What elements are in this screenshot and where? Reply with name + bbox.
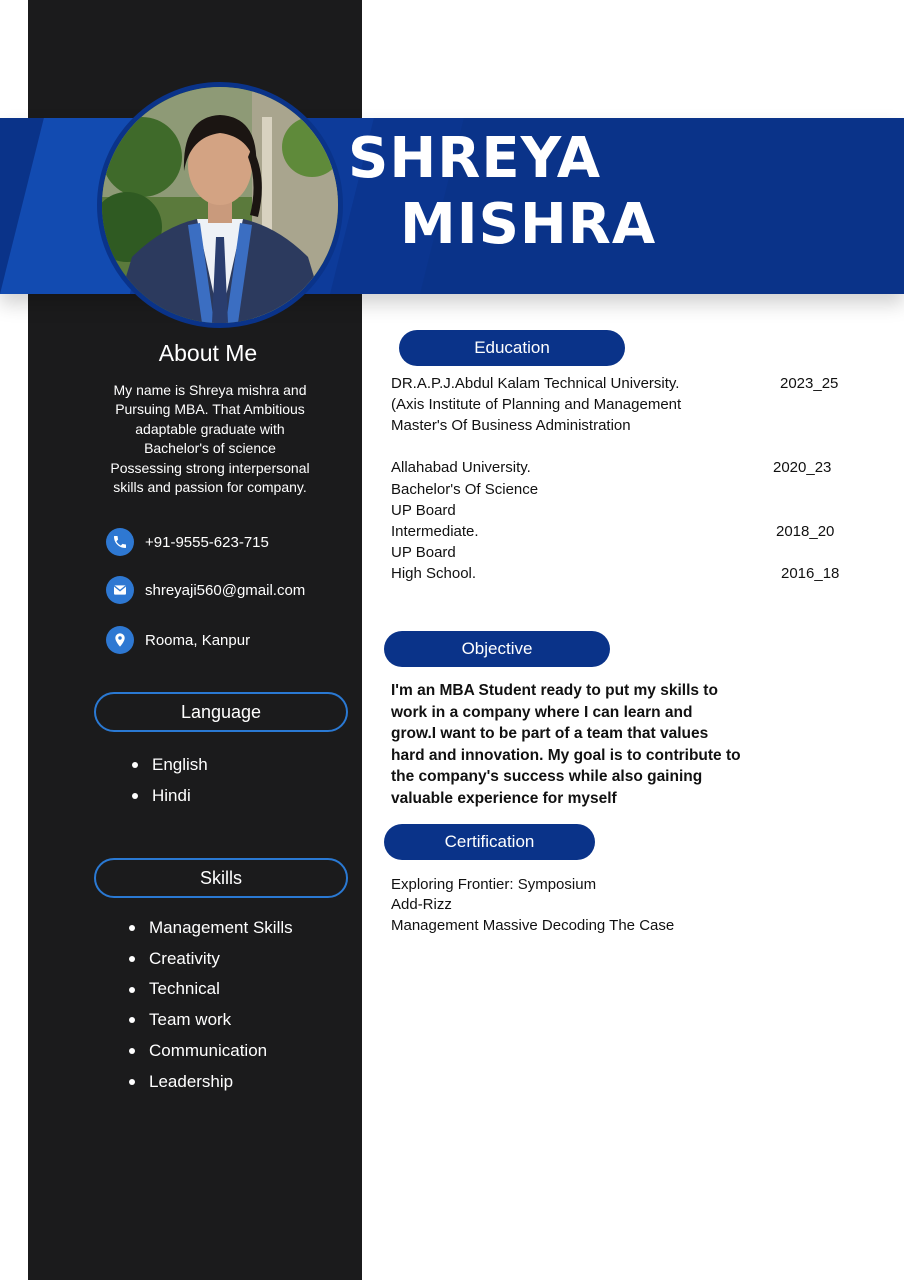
- list-item: Technical: [129, 974, 293, 1005]
- first-name: SHREYA: [348, 126, 602, 191]
- phone-icon: [106, 528, 134, 556]
- education-heading: Education: [399, 330, 625, 366]
- certification-heading: Certification: [384, 824, 595, 860]
- portrait-image: [102, 87, 338, 323]
- education-line: Bachelor's Of Science: [391, 481, 539, 498]
- education-line: Intermediate.: [391, 523, 479, 540]
- list-item: Hindi: [132, 781, 208, 812]
- certification-item: Management Massive Decoding The Case: [391, 917, 675, 934]
- location-pin-icon: [106, 626, 134, 654]
- profile-photo: [97, 82, 343, 328]
- education-line: DR.A.P.J.Abdul Kalam Technical University.: [391, 375, 680, 392]
- education-line: UP Board: [391, 544, 456, 561]
- contact-phone: [106, 528, 269, 556]
- education-line: High School.: [391, 565, 477, 582]
- language-list: [132, 750, 208, 811]
- certification-item: Add-Rizz: [391, 896, 452, 913]
- email-address: shreyaji560@gmail.com: [145, 581, 306, 599]
- skills-heading: Skills: [94, 858, 348, 898]
- certification-item: Exploring Frontier: Symposium: [391, 876, 597, 893]
- education-year: 2023_25: [780, 375, 839, 392]
- last-name: MISHRA: [400, 192, 657, 257]
- education-year: 2020_23: [773, 459, 832, 476]
- list-item: Management Skills: [129, 913, 293, 944]
- objective-text: I'm an MBA Student ready to put my skills to work in a company where I can learn and grow.I want to be part of a team that values hard and innovation. My goal is to contribute to the company's success while also gaining valuable experience for myself: [391, 682, 741, 807]
- list-item: Leadership: [129, 1067, 293, 1098]
- skills-list: [129, 913, 293, 1097]
- education-line: UP Board: [391, 502, 456, 519]
- list-item: English: [132, 750, 208, 781]
- contact-location: [106, 626, 250, 654]
- objective-heading: Objective: [384, 631, 610, 667]
- list-item: Team work: [129, 1005, 293, 1036]
- location-text: Rooma, Kanpur: [145, 631, 251, 649]
- about-title: About Me: [158, 340, 258, 366]
- list-item: Creativity: [129, 944, 293, 975]
- education-year: 2018_20: [776, 523, 835, 540]
- about-text: My name is Shreya mishra and Pursuing MBA. That Ambitious adaptable graduate with Bachelor's of science Possessing strong interpersonal skills and passion for company.: [110, 382, 310, 496]
- education-line: (Axis Institute of Planning and Management: [391, 396, 682, 413]
- education-line: Master's Of Business Administration: [391, 417, 631, 434]
- language-heading: Language: [94, 692, 348, 732]
- mail-icon: [106, 576, 134, 604]
- phone-number: +91-9555-623-715: [145, 533, 269, 551]
- contact-email: [106, 576, 305, 604]
- list-item: Communication: [129, 1036, 293, 1067]
- education-line: Allahabad University.: [391, 459, 531, 476]
- education-year: 2016_18: [781, 565, 840, 582]
